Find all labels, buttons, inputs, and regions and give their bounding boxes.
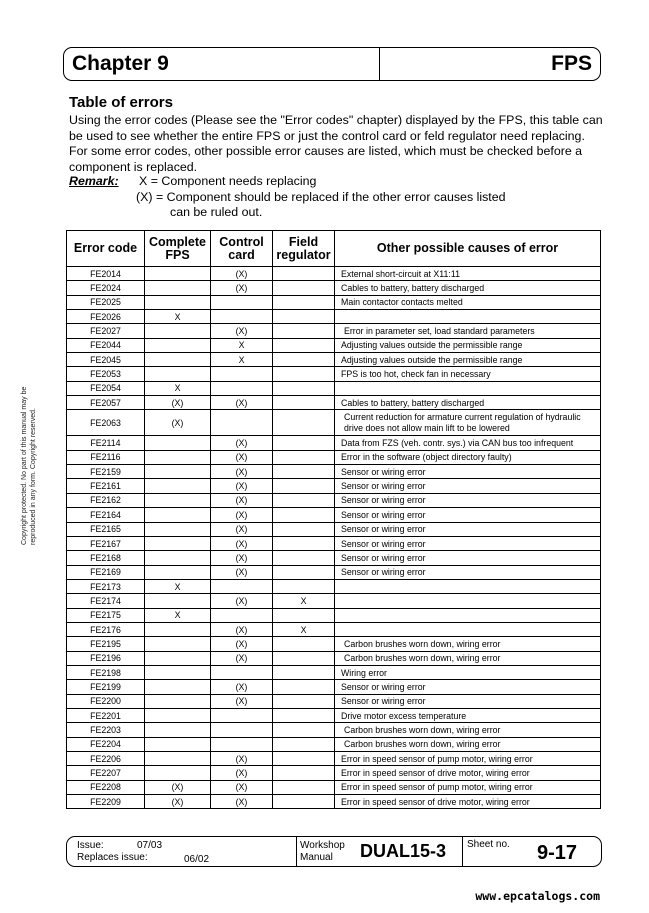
table-row bbox=[67, 493, 601, 507]
field-regulator-cell bbox=[273, 780, 335, 794]
cause-cell: Cables to battery, battery discharged bbox=[335, 396, 601, 410]
error-code-cell: FE2057 bbox=[67, 396, 145, 410]
footer-document-cell bbox=[297, 837, 463, 866]
error-code-cell: FE2174 bbox=[67, 594, 145, 608]
field-regulator-cell bbox=[273, 310, 335, 324]
cause-cell: Sensor or wiring error bbox=[335, 493, 601, 507]
error-code-cell: FE2053 bbox=[67, 367, 145, 381]
table-row bbox=[67, 367, 601, 381]
error-code-cell: FE2208 bbox=[67, 780, 145, 794]
cause-cell: Carbon brushes worn down, wiring error bbox=[335, 637, 601, 651]
control-card-cell: (X) bbox=[211, 536, 273, 550]
control-card-cell bbox=[211, 708, 273, 722]
table-row bbox=[67, 410, 601, 436]
error-code-cell: FE2206 bbox=[67, 752, 145, 766]
error-code-cell: FE2164 bbox=[67, 508, 145, 522]
field-regulator-cell bbox=[273, 324, 335, 338]
cause-cell: Error in speed sensor of pump motor, wiring error bbox=[335, 752, 601, 766]
error-table-body bbox=[67, 267, 601, 809]
control-card-cell: (X) bbox=[211, 795, 273, 809]
error-code-cell: FE2200 bbox=[67, 694, 145, 708]
header-other-causes: Other possible causes of error bbox=[335, 231, 601, 267]
table-row bbox=[67, 694, 601, 708]
cause-cell: Error in the software (object directory faulty) bbox=[335, 450, 601, 464]
table-row bbox=[67, 465, 601, 479]
control-card-cell: (X) bbox=[211, 396, 273, 410]
cause-cell: Wiring error bbox=[335, 665, 601, 679]
cause-cell: Current reduction for armature current regulation of hydraulic drive does not allow main lift to be lowered bbox=[335, 410, 601, 436]
cause-cell: Sensor or wiring error bbox=[335, 508, 601, 522]
copyright-note: Copyright protected. No part of this manual may be reproduced in any form. Copyright reserved. bbox=[21, 386, 37, 545]
control-card-cell: (X) bbox=[211, 493, 273, 507]
complete-fps-cell bbox=[145, 694, 211, 708]
remark-line-2: (X) = Component should be replaced if the other error causes listed bbox=[136, 190, 506, 204]
error-code-cell: FE2203 bbox=[67, 723, 145, 737]
field-regulator-cell bbox=[273, 465, 335, 479]
table-row bbox=[67, 766, 601, 780]
footer-sheet-cell bbox=[463, 837, 601, 866]
cause-cell: Sensor or wiring error bbox=[335, 565, 601, 579]
cause-cell: Error in parameter set, load standard parameters bbox=[335, 324, 601, 338]
error-code-cell: FE2173 bbox=[67, 579, 145, 593]
complete-fps-cell bbox=[145, 565, 211, 579]
footer-issue-cell bbox=[67, 837, 297, 866]
error-code-cell: FE2195 bbox=[67, 637, 145, 651]
control-card-cell: (X) bbox=[211, 766, 273, 780]
cause-cell: Drive motor excess temperature bbox=[335, 708, 601, 722]
cause-cell: Carbon brushes worn down, wiring error bbox=[335, 723, 601, 737]
field-regulator-cell bbox=[273, 338, 335, 352]
table-row bbox=[67, 450, 601, 464]
complete-fps-cell bbox=[145, 281, 211, 295]
complete-fps-cell bbox=[145, 622, 211, 636]
control-card-cell: (X) bbox=[211, 508, 273, 522]
field-regulator-cell: X bbox=[273, 594, 335, 608]
control-card-cell bbox=[211, 310, 273, 324]
table-row bbox=[67, 608, 601, 622]
error-code-cell: FE2198 bbox=[67, 665, 145, 679]
cause-cell: Data from FZS (veh. contr. sys.) via CAN bus too infrequent bbox=[335, 436, 601, 450]
field-regulator-cell bbox=[273, 637, 335, 651]
field-regulator-cell bbox=[273, 665, 335, 679]
complete-fps-cell: X bbox=[145, 579, 211, 593]
complete-fps-cell bbox=[145, 295, 211, 309]
cause-cell: Error in speed sensor of pump motor, wiring error bbox=[335, 780, 601, 794]
field-regulator-cell bbox=[273, 295, 335, 309]
error-code-cell: FE2026 bbox=[67, 310, 145, 324]
table-row bbox=[67, 281, 601, 295]
complete-fps-cell bbox=[145, 637, 211, 651]
control-card-cell bbox=[211, 410, 273, 436]
document-id: DUAL15-3 bbox=[360, 841, 447, 861]
cause-cell: Carbon brushes worn down, wiring error bbox=[335, 737, 601, 751]
control-card-cell: (X) bbox=[211, 752, 273, 766]
control-card-cell: (X) bbox=[211, 479, 273, 493]
table-row bbox=[67, 565, 601, 579]
table-row bbox=[67, 295, 601, 309]
field-regulator-cell bbox=[273, 396, 335, 410]
complete-fps-cell: X bbox=[145, 310, 211, 324]
control-card-cell bbox=[211, 723, 273, 737]
field-regulator-cell bbox=[273, 795, 335, 809]
remark-line-3: can be ruled out. bbox=[170, 205, 263, 219]
error-code-cell: FE2165 bbox=[67, 522, 145, 536]
complete-fps-cell bbox=[145, 479, 211, 493]
error-code-cell: FE2114 bbox=[67, 436, 145, 450]
control-card-cell: (X) bbox=[211, 465, 273, 479]
error-code-cell: FE2168 bbox=[67, 551, 145, 565]
field-regulator-cell bbox=[273, 723, 335, 737]
table-row bbox=[67, 436, 601, 450]
table-row bbox=[67, 795, 601, 809]
complete-fps-cell bbox=[145, 465, 211, 479]
control-card-cell: (X) bbox=[211, 522, 273, 536]
table-row bbox=[67, 267, 601, 281]
control-card-cell bbox=[211, 367, 273, 381]
control-card-cell: (X) bbox=[211, 637, 273, 651]
complete-fps-cell bbox=[145, 450, 211, 464]
cause-cell: Sensor or wiring error bbox=[335, 551, 601, 565]
field-regulator-cell: X bbox=[273, 622, 335, 636]
header-complete-fps: Complete FPS bbox=[145, 231, 211, 267]
field-regulator-cell bbox=[273, 450, 335, 464]
cause-cell: Adjusting values outside the permissible range bbox=[335, 353, 601, 367]
replaces-value: 06/02 bbox=[184, 854, 210, 865]
control-card-cell bbox=[211, 579, 273, 593]
table-row bbox=[67, 622, 601, 636]
error-code-cell: FE2209 bbox=[67, 795, 145, 809]
table-row bbox=[67, 551, 601, 565]
error-table bbox=[66, 230, 601, 809]
cause-cell: Error in speed sensor of drive motor, wiring error bbox=[335, 766, 601, 780]
table-row bbox=[67, 324, 601, 338]
field-regulator-cell bbox=[273, 579, 335, 593]
cause-cell: External short-circuit at X11:11 bbox=[335, 267, 601, 281]
header-error-code: Error code bbox=[67, 231, 145, 267]
sheet-number: 9-17 bbox=[536, 842, 577, 864]
table-row bbox=[67, 637, 601, 651]
cause-cell: Sensor or wiring error bbox=[335, 694, 601, 708]
table-row bbox=[67, 479, 601, 493]
error-code-cell: FE2199 bbox=[67, 680, 145, 694]
table-row bbox=[67, 310, 601, 324]
error-code-cell: FE2044 bbox=[67, 338, 145, 352]
control-card-cell: (X) bbox=[211, 680, 273, 694]
cause-cell bbox=[335, 608, 601, 622]
control-card-cell: (X) bbox=[211, 594, 273, 608]
error-code-cell: FE2024 bbox=[67, 281, 145, 295]
remark bbox=[69, 174, 316, 190]
cause-cell: Error in speed sensor of drive motor, wiring error bbox=[335, 795, 601, 809]
error-code-cell: FE2175 bbox=[67, 608, 145, 622]
error-code-cell: FE2116 bbox=[67, 450, 145, 464]
error-code-cell: FE2014 bbox=[67, 267, 145, 281]
error-code-cell: FE2162 bbox=[67, 493, 145, 507]
cause-cell: FPS is too hot, check fan in necessary bbox=[335, 367, 601, 381]
table-row bbox=[67, 708, 601, 722]
control-card-cell: (X) bbox=[211, 324, 273, 338]
error-code-cell: FE2027 bbox=[67, 324, 145, 338]
control-card-cell bbox=[211, 608, 273, 622]
complete-fps-cell bbox=[145, 651, 211, 665]
section-title: FPS bbox=[551, 52, 592, 75]
complete-fps-cell bbox=[145, 508, 211, 522]
control-card-cell: (X) bbox=[211, 450, 273, 464]
cause-cell: Cables to battery, battery discharged bbox=[335, 281, 601, 295]
table-row bbox=[67, 522, 601, 536]
complete-fps-cell bbox=[145, 338, 211, 352]
field-regulator-cell bbox=[273, 353, 335, 367]
field-regulator-cell bbox=[273, 267, 335, 281]
control-card-cell: X bbox=[211, 338, 273, 352]
complete-fps-cell: (X) bbox=[145, 795, 211, 809]
complete-fps-cell bbox=[145, 708, 211, 722]
complete-fps-cell bbox=[145, 723, 211, 737]
complete-fps-cell bbox=[145, 493, 211, 507]
table-row bbox=[67, 723, 601, 737]
cause-cell bbox=[335, 381, 601, 395]
remark-line-1: X = Component needs replacing bbox=[139, 174, 317, 188]
cause-cell bbox=[335, 579, 601, 593]
control-card-cell: X bbox=[211, 353, 273, 367]
error-code-cell: FE2063 bbox=[67, 410, 145, 436]
cause-cell bbox=[335, 622, 601, 636]
complete-fps-cell bbox=[145, 353, 211, 367]
error-code-cell: FE2161 bbox=[67, 479, 145, 493]
page-footer bbox=[66, 836, 602, 867]
field-regulator-cell bbox=[273, 381, 335, 395]
cause-cell: Sensor or wiring error bbox=[335, 465, 601, 479]
table-row bbox=[67, 594, 601, 608]
control-card-cell bbox=[211, 737, 273, 751]
error-code-cell: FE2167 bbox=[67, 536, 145, 550]
cause-cell bbox=[335, 594, 601, 608]
error-code-cell: FE2196 bbox=[67, 651, 145, 665]
complete-fps-cell bbox=[145, 752, 211, 766]
cause-cell: Sensor or wiring error bbox=[335, 522, 601, 536]
field-regulator-cell bbox=[273, 493, 335, 507]
cause-cell: Adjusting values outside the permissible range bbox=[335, 338, 601, 352]
table-row bbox=[67, 737, 601, 751]
error-code-cell: FE2176 bbox=[67, 622, 145, 636]
table-row bbox=[67, 665, 601, 679]
complete-fps-cell bbox=[145, 594, 211, 608]
error-code-cell: FE2207 bbox=[67, 766, 145, 780]
complete-fps-cell bbox=[145, 436, 211, 450]
table-row bbox=[67, 680, 601, 694]
field-regulator-cell bbox=[273, 436, 335, 450]
field-regulator-cell bbox=[273, 651, 335, 665]
field-regulator-cell bbox=[273, 608, 335, 622]
workshop-manual-label: Workshop Manual bbox=[300, 839, 345, 863]
cause-cell bbox=[335, 310, 601, 324]
error-code-cell: FE2045 bbox=[67, 353, 145, 367]
complete-fps-cell: X bbox=[145, 608, 211, 622]
complete-fps-cell bbox=[145, 737, 211, 751]
header-control-card: Control card bbox=[211, 231, 273, 267]
intro-paragraph: Using the error codes (Please see the "Error codes" chapter) displayed by the FPS, this table can be used to see whether the entire FPS or just the control card or feld regulator need replacing. For some error codes, other possible error causes are listed, which must be checked before a component is replaced. bbox=[69, 113, 603, 174]
field-regulator-cell bbox=[273, 766, 335, 780]
error-code-cell: FE2169 bbox=[67, 565, 145, 579]
table-row bbox=[67, 752, 601, 766]
issue-label: Issue: bbox=[77, 840, 104, 851]
error-code-cell: FE2159 bbox=[67, 465, 145, 479]
complete-fps-cell bbox=[145, 536, 211, 550]
field-regulator-cell bbox=[273, 737, 335, 751]
field-regulator-cell bbox=[273, 410, 335, 436]
field-regulator-cell bbox=[273, 522, 335, 536]
cause-cell: Sensor or wiring error bbox=[335, 680, 601, 694]
complete-fps-cell: (X) bbox=[145, 410, 211, 436]
control-card-cell: (X) bbox=[211, 651, 273, 665]
control-card-cell: (X) bbox=[211, 551, 273, 565]
complete-fps-cell bbox=[145, 522, 211, 536]
complete-fps-cell: (X) bbox=[145, 396, 211, 410]
field-regulator-cell bbox=[273, 479, 335, 493]
table-heading: Table of errors bbox=[69, 94, 173, 111]
header-field-regulator: Field regulator bbox=[273, 231, 335, 267]
chapter-title: Chapter 9 bbox=[64, 48, 380, 80]
chapter-header bbox=[63, 47, 601, 81]
table-row bbox=[67, 381, 601, 395]
control-card-cell: (X) bbox=[211, 622, 273, 636]
complete-fps-cell bbox=[145, 324, 211, 338]
field-regulator-cell bbox=[273, 281, 335, 295]
control-card-cell: (X) bbox=[211, 267, 273, 281]
complete-fps-cell bbox=[145, 367, 211, 381]
table-row bbox=[67, 579, 601, 593]
field-regulator-cell bbox=[273, 508, 335, 522]
field-regulator-cell bbox=[273, 536, 335, 550]
control-card-cell: (X) bbox=[211, 694, 273, 708]
field-regulator-cell bbox=[273, 565, 335, 579]
error-code-cell: FE2204 bbox=[67, 737, 145, 751]
complete-fps-cell bbox=[145, 680, 211, 694]
cause-cell: Main contactor contacts melted bbox=[335, 295, 601, 309]
table-row bbox=[67, 338, 601, 352]
complete-fps-cell: (X) bbox=[145, 780, 211, 794]
control-card-cell bbox=[211, 295, 273, 309]
control-card-cell: (X) bbox=[211, 281, 273, 295]
field-regulator-cell bbox=[273, 680, 335, 694]
field-regulator-cell bbox=[273, 752, 335, 766]
website-link[interactable]: www.epcatalogs.com bbox=[475, 889, 600, 903]
complete-fps-cell bbox=[145, 267, 211, 281]
control-card-cell: (X) bbox=[211, 780, 273, 794]
error-code-cell: FE2201 bbox=[67, 708, 145, 722]
table-row bbox=[67, 353, 601, 367]
field-regulator-cell bbox=[273, 551, 335, 565]
replaces-label: Replaces issue: bbox=[77, 852, 148, 863]
sheet-label: Sheet no. bbox=[467, 839, 510, 850]
cause-cell: Sensor or wiring error bbox=[335, 536, 601, 550]
control-card-cell bbox=[211, 665, 273, 679]
table-row bbox=[67, 396, 601, 410]
table-header-row bbox=[67, 231, 601, 267]
cause-cell: Sensor or wiring error bbox=[335, 479, 601, 493]
complete-fps-cell bbox=[145, 766, 211, 780]
table-row bbox=[67, 651, 601, 665]
error-code-cell: FE2025 bbox=[67, 295, 145, 309]
issue-value: 07/03 bbox=[137, 840, 163, 851]
control-card-cell: (X) bbox=[211, 565, 273, 579]
control-card-cell bbox=[211, 381, 273, 395]
field-regulator-cell bbox=[273, 367, 335, 381]
table-row bbox=[67, 508, 601, 522]
table-row bbox=[67, 536, 601, 550]
complete-fps-cell bbox=[145, 551, 211, 565]
error-code-cell: FE2054 bbox=[67, 381, 145, 395]
field-regulator-cell bbox=[273, 694, 335, 708]
control-card-cell: (X) bbox=[211, 436, 273, 450]
cause-cell: Carbon brushes worn down, wiring error bbox=[335, 651, 601, 665]
table-row bbox=[67, 780, 601, 794]
complete-fps-cell bbox=[145, 665, 211, 679]
complete-fps-cell: X bbox=[145, 381, 211, 395]
field-regulator-cell bbox=[273, 708, 335, 722]
remark-label: Remark: bbox=[69, 174, 119, 188]
